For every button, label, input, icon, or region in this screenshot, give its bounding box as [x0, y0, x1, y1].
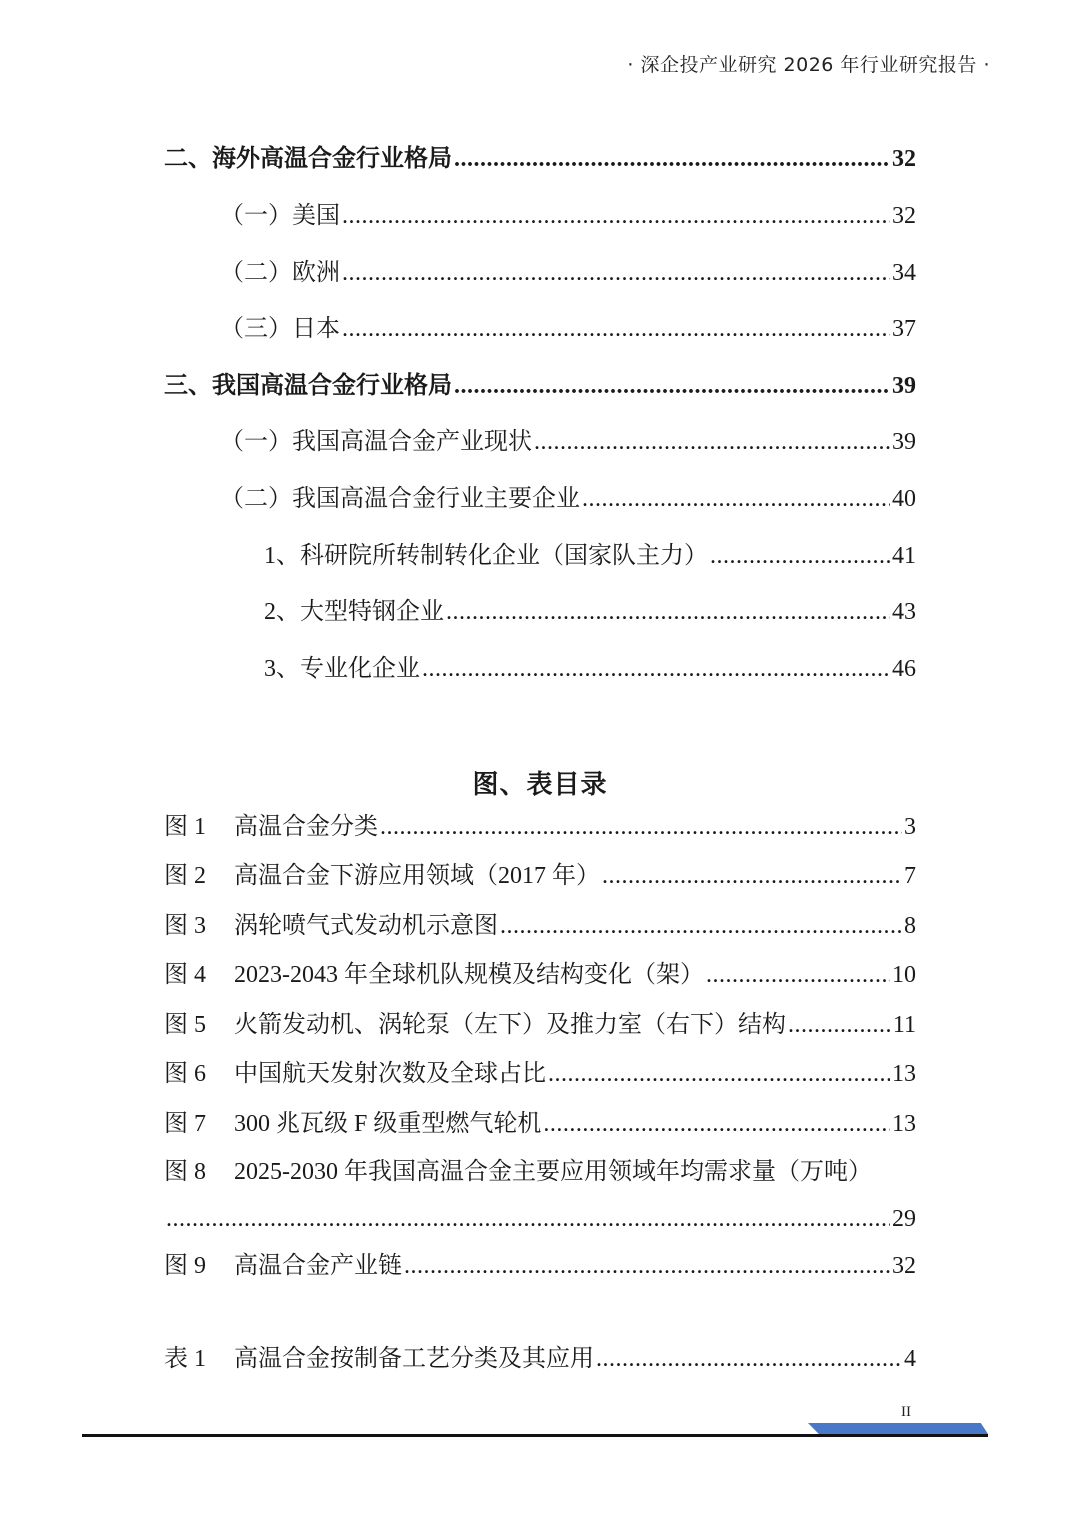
table-title: 高温合金按制备工艺分类及其应用 [234, 1346, 594, 1372]
figure-entry[interactable] [0, 1104, 1080, 1144]
toc-entry-title: （二）我国高温合金行业主要企业 [220, 486, 580, 512]
toc-entry-title: 3、专业化企业 [264, 656, 420, 682]
toc-entry-page: 32 [892, 203, 916, 229]
figure-page: 32 [892, 1253, 916, 1279]
dot-leader [602, 856, 902, 896]
toc-entry-page: 46 [892, 656, 916, 682]
figure-title: 中国航天发射次数及全球占比 [234, 1061, 546, 1087]
toc-entry-title: 三、我国高温合金行业格局 [164, 373, 452, 399]
dot-leader [710, 536, 890, 576]
toc-entry-title: （一）我国高温合金产业现状 [220, 429, 532, 455]
figure-label: 图 6 [164, 1061, 206, 1087]
dot-leader [422, 649, 890, 689]
figure-label: 图 5 [164, 1012, 206, 1038]
toc-entry-page: 37 [892, 316, 916, 342]
toc-entry-page: 34 [892, 260, 916, 286]
figure-page: 29 [892, 1206, 916, 1232]
toc-entry-title: 2、大型特钢企业 [264, 599, 444, 625]
figure-entry[interactable] [0, 856, 1080, 896]
dot-leader [582, 479, 890, 519]
figure-entry[interactable] [0, 955, 1080, 995]
dot-leader [342, 196, 890, 236]
figure-page: 10 [892, 962, 916, 988]
figure-title: 2025-2030 年我国高温合金主要应用领域年均需求量（万吨） [234, 1159, 872, 1185]
toc-entry[interactable] [0, 196, 1080, 236]
toc-entry-page: 39 [892, 373, 916, 399]
figure-page: 11 [892, 1012, 916, 1038]
toc-entry-title: （三）日本 [220, 316, 340, 342]
dot-leader [342, 309, 890, 349]
toc-entry[interactable] [0, 253, 1080, 293]
toc-entry-page: 43 [892, 599, 916, 625]
figure-label: 图 1 [164, 814, 206, 840]
figure-page: 13 [892, 1061, 916, 1087]
toc-entry-title: （一）美国 [220, 203, 340, 229]
figure-page: 3 [904, 814, 916, 840]
footer-rule [82, 1434, 988, 1437]
dot-leader [446, 592, 890, 632]
toc-entry-page: 32 [892, 146, 916, 172]
dot-leader [454, 139, 890, 179]
dot-leader [548, 1054, 890, 1094]
figure-entry[interactable] [0, 906, 1080, 946]
toc-entry-title: （二）欧洲 [220, 260, 340, 286]
figure-title: 2023-2043 年全球机队规模及结构变化（架） [234, 962, 704, 988]
toc-entry[interactable] [0, 139, 1080, 179]
toc-entry[interactable] [0, 592, 1080, 632]
toc-entry-title: 二、海外高温合金行业格局 [164, 146, 452, 172]
figure-label: 图 4 [164, 962, 206, 988]
figure-title: 高温合金下游应用领域（2017 年） [234, 863, 600, 889]
figure-entry-wrapped[interactable] [164, 1152, 872, 1192]
footer-accent-tab [808, 1423, 988, 1434]
dot-leader [534, 422, 890, 462]
figure-list-title: 图、表目录 [472, 770, 608, 799]
figure-entry[interactable] [0, 807, 1080, 847]
figure-title: 火箭发动机、涡轮泵（左下）及推力室（右下）结构 [234, 1012, 786, 1038]
table-page: 4 [904, 1346, 916, 1372]
toc-entry-page: 39 [892, 429, 916, 455]
table-entry[interactable] [0, 1339, 1080, 1379]
dot-leader [166, 1199, 890, 1239]
figure-page: 8 [904, 913, 916, 939]
figure-title: 高温合金产业链 [234, 1253, 402, 1279]
figure-entry[interactable] [0, 1054, 1080, 1094]
toc-entry-page: 40 [892, 486, 916, 512]
figure-page: 13 [892, 1111, 916, 1137]
toc-entry[interactable] [0, 479, 1080, 519]
figure-page: 7 [904, 863, 916, 889]
figure-label: 图 9 [164, 1253, 206, 1279]
toc-entry[interactable] [0, 422, 1080, 462]
dot-leader [454, 366, 890, 406]
table-label: 表 1 [164, 1346, 206, 1372]
figure-entry[interactable] [0, 1246, 1080, 1286]
page-header: · 深企投产业研究 2026 年行业研究报告 · [627, 54, 990, 76]
figure-label: 图 8 [164, 1159, 206, 1185]
figure-entry-continuation[interactable] [0, 1199, 1080, 1239]
dot-leader [706, 955, 890, 995]
figure-label: 图 7 [164, 1111, 206, 1137]
figure-label: 图 3 [164, 913, 206, 939]
dot-leader [543, 1104, 890, 1144]
figure-title: 300 兆瓦级 F 级重型燃气轮机 [234, 1111, 542, 1137]
figure-label: 图 2 [164, 863, 206, 889]
dot-leader [500, 906, 902, 946]
figure-title: 涡轮喷气式发动机示意图 [234, 913, 498, 939]
dot-leader [404, 1246, 890, 1286]
figure-entry[interactable] [0, 1005, 1080, 1045]
toc-entry-page: 41 [892, 543, 916, 569]
toc-entry[interactable] [0, 536, 1080, 576]
dot-leader [788, 1005, 891, 1045]
page-number: II [901, 1404, 911, 1420]
dot-leader [342, 253, 890, 293]
toc-entry[interactable] [0, 366, 1080, 406]
toc-entry-title: 1、科研院所转制转化企业（国家队主力） [264, 543, 708, 569]
figure-title: 高温合金分类 [234, 814, 378, 840]
toc-entry[interactable] [0, 649, 1080, 689]
dot-leader [380, 807, 902, 847]
toc-entry[interactable] [0, 309, 1080, 349]
dot-leader [596, 1339, 902, 1379]
